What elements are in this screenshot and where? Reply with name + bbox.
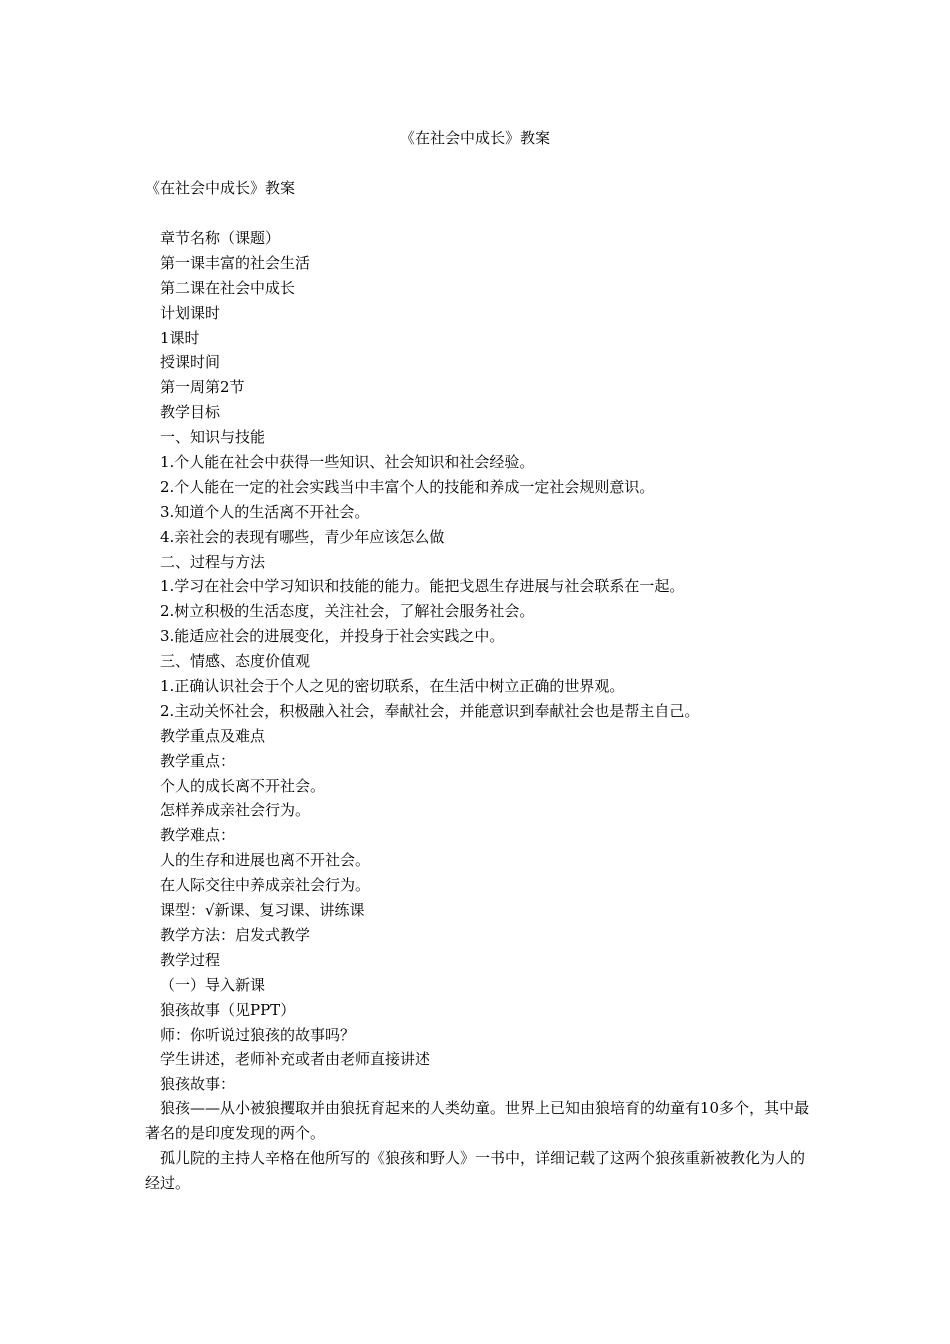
text-line: 第二课在社会中成长 xyxy=(160,278,296,297)
text-line: 3.知道个人的生活离不开社会。 xyxy=(160,502,370,521)
text-line: 课型：√新课、复习课、讲练课 xyxy=(160,901,365,920)
text-line: 教学目标 xyxy=(160,403,221,422)
text-line: 2.主动关怀社会，积极融入社会，奉献社会，并能意识到奉献社会也是帮主自己。 xyxy=(160,701,700,720)
text-line: 一、知识与技能 xyxy=(160,428,266,447)
story-paragraph: 孤儿院的主持人辛格在他所写的《狼孩和野人》一书中，详细记载了这两个狼孩重新被教化为人的经过。 xyxy=(145,1149,806,1192)
text-line: 1课时 xyxy=(160,328,200,347)
text-line: 1.学习在社会中学习知识和技能的能力。能把戈恩生存进展与社会联系在一起。 xyxy=(160,577,685,596)
text-line: 师：你听说过狼孩的故事吗？ xyxy=(160,1025,356,1044)
text-line: 第一课丰富的社会生活 xyxy=(160,253,311,272)
text-line: 1.正确认识社会于个人之见的密切联系，在生活中树立正确的世界观。 xyxy=(160,677,625,696)
text-line: 3.能适应社会的进展变化，并投身于社会实践之中。 xyxy=(160,627,505,646)
text-line: 在人际交往中养成亲社会行为。 xyxy=(160,876,371,895)
story-paragraph: 狼孩——从小被狼攫取并由狼抚育起来的人类幼童。世界上已知由狼培育的幼童有10多个，其中最著名的是印度发现的两个。 xyxy=(145,1099,810,1142)
text-line: 人的生存和进展也离不开社会。 xyxy=(160,851,371,870)
text-line: 学生讲述，老师补充或者由老师直接讲述 xyxy=(160,1050,431,1069)
text-line: 狼孩故事： xyxy=(160,1075,236,1094)
text-line: 个人的成长离不开社会。 xyxy=(160,776,326,795)
text-line: 2.树立积极的生活态度，关注社会，了解社会服务社会。 xyxy=(160,602,535,621)
text-line: 2.个人能在一定的社会实践当中丰富个人的技能和养成一定社会规则意识。 xyxy=(160,477,655,496)
text-line: 二、过程与方法 xyxy=(160,552,266,571)
text-line: 教学难点： xyxy=(160,826,236,845)
text-line: 教学过程 xyxy=(160,950,221,969)
text-line: 教学方法：启发式教学 xyxy=(160,925,311,944)
text-line: 计划课时 xyxy=(160,303,221,322)
text-line: （一）导入新课 xyxy=(160,975,266,994)
document-title: 《在社会中成长》教案 xyxy=(399,129,550,147)
text-line: 4.亲社会的表现有哪些，青少年应该怎么做 xyxy=(160,527,445,546)
text-line: 三、情感、态度价值观 xyxy=(160,652,311,671)
text-line: 怎样养成亲社会行为。 xyxy=(160,801,311,820)
text-line: 章节名称（课题） xyxy=(160,229,281,247)
text-line: 教学重点： xyxy=(160,751,236,770)
lesson-plan-body xyxy=(160,226,820,1097)
document-subtitle: 《在社会中成长》教案 xyxy=(145,179,296,197)
text-line: 教学重点及难点 xyxy=(160,726,266,745)
text-line: 第一周第2节 xyxy=(160,378,245,397)
text-line: 1.个人能在社会中获得一些知识、社会知识和社会经验。 xyxy=(160,453,535,472)
text-line: 狼孩故事（见PPT） xyxy=(160,1000,296,1019)
text-line: 授课时间 xyxy=(160,353,221,372)
